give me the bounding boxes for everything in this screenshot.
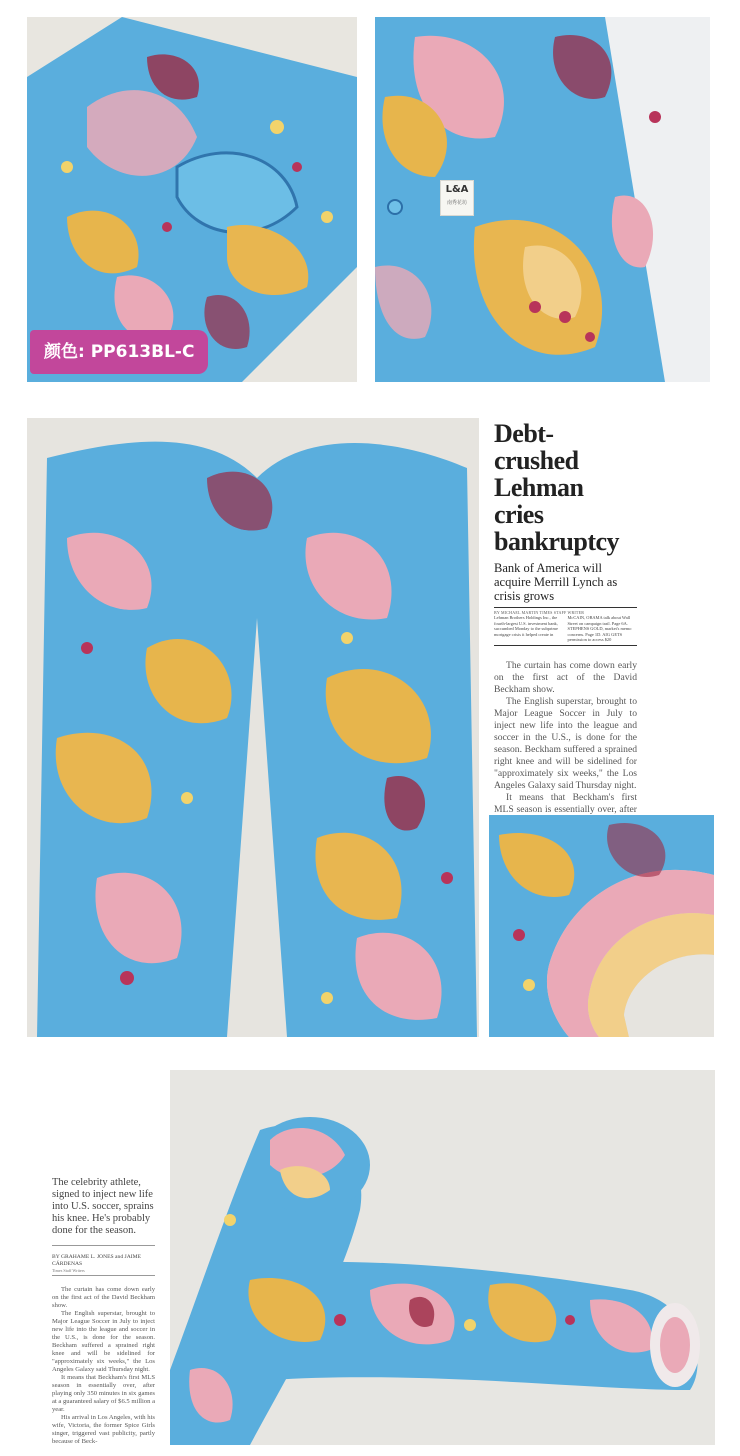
news-pull-quote: The celebrity athlete, signed to inject new life into U.S. soccer, sprains his knee. He's probably done for the season. (52, 1177, 154, 1236)
news-rule (494, 607, 637, 608)
news-paragraph: The English superstar, brought to Major League Soccer in July to inject new life into the league and soccer in the U.S., is done for the season. Beckham suffered a sprained right knee and will be sidelined for "approximately six weeks," the Los Angeles Galaxy said Thursday night. (494, 695, 637, 791)
news-byline: BY GRAHAME L. JONES and JAIME CÁRDENAS (52, 1254, 141, 1267)
news-paragraph: The curtain has come down early on the first act of the David Beckham show. (494, 659, 637, 695)
news-paragraph: The English superstar, brought to Major League Soccer in July to inject new life into the league and soccer in the U.S., is done for the season. Beckham suffered a sprained right knee and will be sidelined for "approximately six weeks," the Los Angeles Galaxy said Thursday night. (52, 1309, 155, 1373)
news-headline: Debt-crushed Lehman cries bankruptcy (494, 419, 620, 556)
news-tiny-right: McCAIN, OBAMA talk about Wall Street on campaign trail. Page 6A. STEPHENS GOLD, market's memo concerns. Page 1D. AIG GETS permission to access $20 (567, 615, 632, 643)
news-tiny-left: Lehman Brothers Holdings Inc., the fourth-largest U.S. investment bank, succumbed Monday to the subprime mortgage crisis it helped create in (494, 615, 558, 637)
news-rule (52, 1245, 155, 1246)
news-rule (494, 645, 637, 646)
product-photo-rolled (170, 1070, 715, 1445)
news-side-body (52, 1286, 155, 1446)
product-photo-corner-tag (375, 17, 710, 382)
news-subhead: Bank of America will acquire Merrill Lynch as crisis grows (494, 561, 618, 603)
news-tiny-header: BY MICHAEL MARTIN TIMES STAFF WRITER (494, 610, 585, 615)
product-photo-folded-square (27, 17, 357, 382)
brand-tag-subtext: 南秀花坊 (446, 200, 467, 206)
product-photo-draped (27, 418, 479, 1037)
brand-tag-text: L&A (445, 184, 469, 195)
brand-tag (440, 180, 474, 216)
newspaper-clipping-side (52, 1177, 155, 1446)
news-paragraph: It means that Beckham's first MLS season is essentially over, after (494, 791, 637, 815)
color-code-badge: 颜色: PP613BL-C (30, 330, 208, 374)
news-byline-sub: Times Staff Writers (52, 1267, 85, 1273)
news-rule (52, 1275, 155, 1276)
news-paragraph: It means that Beckham's first MLS season in essentially over, after playing only 350 minutes in six games at a guaranteed salary of $6.5 million a year. (52, 1373, 155, 1413)
news-paragraph: The curtain has come down early on the first act of the David Beckham show. (52, 1285, 155, 1309)
product-photo-roll-closeup (489, 815, 714, 1037)
news-tiny-columns (494, 615, 637, 643)
news-paragraph: His arrival in Los Angeles, with his wife, Victoria, the former Spice Girls singer, triggered vast publicity, partly because of Beck- (52, 1413, 155, 1445)
